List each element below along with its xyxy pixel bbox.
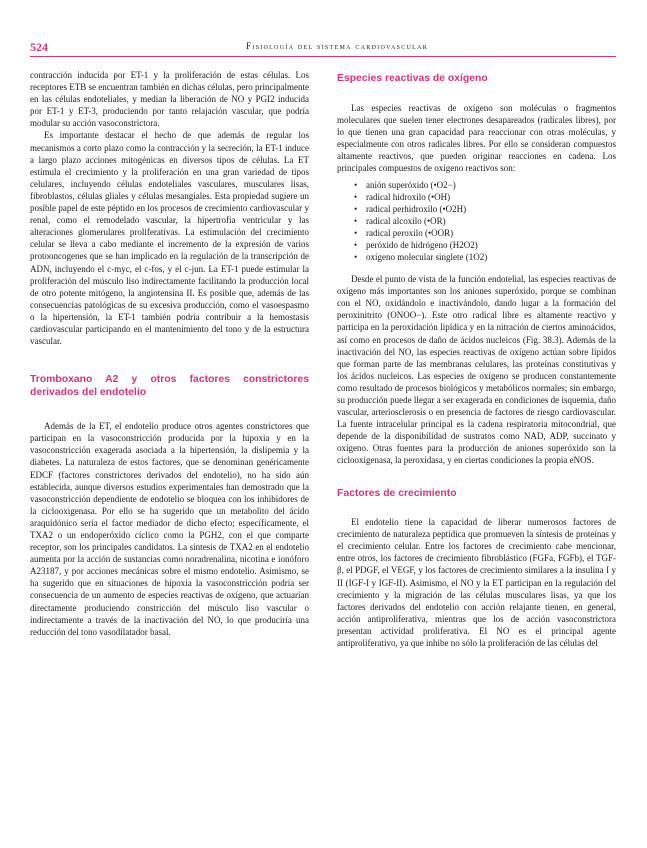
list-item: • radical perhidroxilo (•O2H) bbox=[354, 203, 616, 215]
running-title: Fisiología del sistema cardiovascular bbox=[246, 41, 429, 51]
paragraph: El endotelio tiene la capacidad de liberar numerosos factores de crecimiento de naturaleza peptídica que promueven la síntesis de proteínas y el crecimiento celular. Entre los factores de crecimiento cabe mencionar, entre otros, los factores de crecimiento fibroblástico (FGFa, FGFb), el TGF-β, el PDGF, el VEGF, y los factores de crecimiento similares a la insulina I y II (IGF-I y IGF-II). Asimismo, el NO y la ET participan en la regulación del crecimiento y la migración de las células musculares lisas, ya que los factores derivados del endotelio con acción relajante tienen, en general, acción antiproliferativa, mientras que los de acción vasoconstrictora presentan actividad proliferativa. El NO es el principal agente antiproliferativo, ya que inhibe no sólo la proliferación de las células del bbox=[337, 517, 616, 648]
list-item: • radical hidroxilo (•OH) bbox=[354, 191, 616, 203]
paragraph: contracción inducida por ET-1 y la proliferación de estas células. Los receptores ETB se encuentran también en dichas células, pero principalmente en las células endoteliales, y median la liberación de NO y PGI2 inducida por ET-1 y ET-3, produciendo por tanto relajación vascular, que podría modular su acción vasoconstrictora. bbox=[30, 70, 309, 129]
list-item: • radical alcoxilo (•OR) bbox=[354, 215, 616, 227]
list-item: • oxígeno molecular singlete (1O2) bbox=[354, 251, 616, 263]
reactive-species-list bbox=[337, 179, 616, 263]
page-header bbox=[30, 40, 616, 57]
paragraph: Las especies reactivas de oxígeno son moléculas o fragmentos moleculares que suelen tener electrones desapareados (radicales libres), por lo que tienen una gran capacidad para reaccionar con otras moléculas, y especialmente con otros radicales libres. Por ello se consideran compuestos altamente reactivos, que pueden originar reacciones en cadena. Los principales compuestos de oxígeno reactivos son: bbox=[337, 102, 616, 173]
list-item: • anión superóxido (•O2−) bbox=[354, 179, 616, 191]
section-heading-tromboxano: Tromboxano A2 y otros factores constrictores derivados del endotelio bbox=[30, 374, 309, 398]
right-column bbox=[337, 69, 616, 649]
page-number: 524 bbox=[30, 40, 48, 54]
list-item: • radical peroxilo (•OOR) bbox=[354, 227, 616, 239]
paragraph: Es importante destacar el hecho de que además de regular los mecanismos a corto plazo como la contracción y la secreción, la ET-1 induce a largo plazo acciones mitogénicas en diversos tipos de células. La ET estimula el crecimiento y la proliferación en una gran variedad de tipos celulares, incluyendo células endoteliales vasculares, musculares lisas, fibroblastos, células gliales y células mesangiales. Esta propiedad sugiere un posible papel de este péptido en los procesos de crecimiento cardiovascular y renal, como el remodelado vascular, la hipertrofia ventricular y las alteraciones glomerulares proliferativas. La estimulación del crecimiento celular se lleva a cabo mediante el incremento de la expresión de varios protooncogenes que se han implicado en la regulación de la transcripción de ADN, incluyendo el c-myc, el c-fos, y el c-jun. La ET-1 puede estimular la proliferación del músculo liso indirectamente facilitando la producción local de otro potente mitógeno, la angiotensina II. Es posible que, además de las consecuencias patológicas de su excesiva producción, como el vasoespasmo o la hipertensión, la ET-1 también podría contribuir a la hemostasis cardiovascular participando en el mantenimiento del tono y de la estructura vascular. bbox=[30, 130, 309, 347]
list-item: • peróxido de hidrógeno (H2O2) bbox=[354, 239, 616, 251]
paragraph: Desde el punto de vista de la función endotelial, las especies reactivas de oxígeno más importantes son los aniones superóxido, porque se combinan con el NO, oxidándolo e inactivándolo, dando lugar a la formación del peroxinitrito (ONOO−). Este otro radical libre es altamente reactivo y participa en la peroxidación lipídica y en la nitración de ciertos aminoácidos, así como en procesos de daño de ácidos nucleicos (Fig. 38.3). Además de la inactivación del NO, las especies reactivas de oxígeno actúan sobre lípidos que forman parte de las membranas celulares, las proteínas constitutivas y los ácidos nucleicos. Las especies de oxígeno se producen constantemente como resultado de procesos biológicos y metabólicos normales; sin embargo, su producción puede llegar a ser exagerada en condiciones de isquemia, daño vascular, arteriosclerosis o en presencia de factores de riesgo cardiovascular. La fuente intracelular principal es la cadena respiratoria mitocondrial, que depende de la disponibilidad de sustratos como NAD, ADP, succinato y oxígeno. Otras fuentes para la producción de aniones superóxido son la ciclooxigenasa, la peroxidasa, y en ciertas condiciones la propia eNOS. bbox=[337, 274, 616, 466]
section-heading-factores-crecimiento: Factores de crecimiento bbox=[337, 487, 457, 499]
section-heading-especies-reactivas: Especies reactivas de oxígeno bbox=[337, 73, 488, 84]
paragraph: Además de la ET, el endotelio produce otros agentes constrictores que participan en la vasoconstricción producida por la hipoxia y en la vasoconstricción exagerada asociada a la hipertensión, la dislipemia y la diabetes. La naturaleza de estos factores, que se denominan genéricamente EDCF (factores constrictores derivados del endotelio), no ha sido aún establecida, aunque diversos estudios experimentales han demostrado que la vasoconstricción dependiente de endotelio se bloquea con los inhibidores de la ciclooxigenasa. Por ello se ha sugerido que un metabolito del ácido araquidónico sería el factor mediador de dicho efecto; específicamente, el TXA2 o un endoperóxido cíclico como la PGH2, con el que comparte receptor, son los principales candidatos. La síntesis de TXA2 en el endotelio aumenta por la acción de sustancias como noradrenalina, nicotina e ionóforo A23187, y por acciones mecánicas sobre el mismo endotelio. Asimismo, se ha sugerido que en situaciones de hipoxia la vasoconstricción podría ser consecuencia de un aumento de especies reactivas de oxígeno, que actuarían directamente produciendo constricción del músculo liso vascular o indirectamente a través de la inactivación del NO, lo que produciría una reducción del tono vasodilatador basal. bbox=[30, 421, 309, 637]
left-column bbox=[30, 69, 309, 638]
